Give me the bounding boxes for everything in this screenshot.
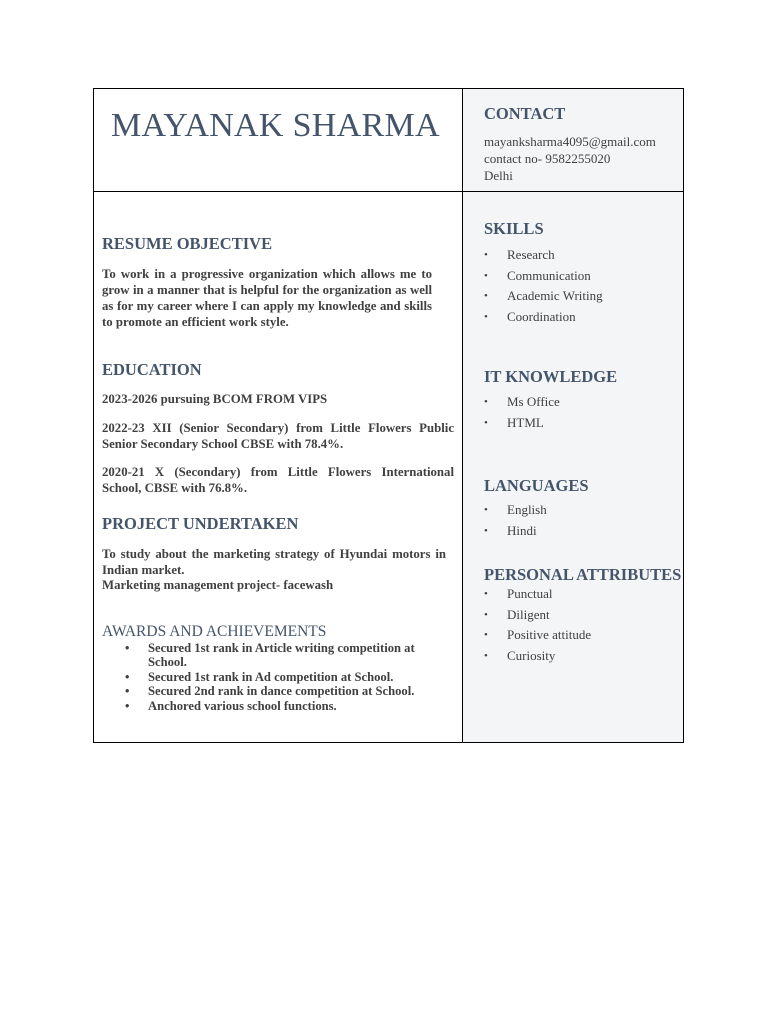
candidate-name: MAYANAK SHARMA [111, 107, 440, 144]
languages-heading: LANGUAGES [484, 476, 589, 495]
skill-item: • Research [484, 245, 603, 266]
skill-item: • Coordination [484, 307, 603, 328]
language-item: • Hindi [484, 521, 547, 542]
award-item: • Secured 2nd rank in dance competition at School. [102, 684, 428, 698]
attribute-item: • Diligent [484, 605, 591, 626]
awards-list [102, 641, 428, 713]
award-item: • Secured 1st rank in Article writing competition at School. [102, 641, 428, 669]
skills-list [484, 245, 603, 327]
project-description: To study about the marketing strategy of Hyundai motors in Indian market. [102, 547, 446, 577]
attribute-item: • Positive attitude [484, 625, 591, 646]
it-item: • Ms Office [484, 392, 560, 413]
skill-item: • Communication [484, 266, 603, 287]
education-heading: EDUCATION [102, 360, 202, 379]
objective-text: To work in a progressive organization which allows me to grow in a manner that is helpful for the organization as well as for my career where I can apply my knowledge and skills to promote an efficient work style. [102, 267, 432, 329]
attribute-item: • Curiosity [484, 646, 591, 667]
languages-list [484, 500, 547, 541]
language-item: • English [484, 500, 547, 521]
contact-city: Delhi [484, 168, 513, 183]
contact-phone: contact no- 9582255020 [484, 151, 611, 166]
education-item-2: 2022-23 XII (Senior Secondary) from Little Flowers Public Senior Secondary School CBSE with 78.4%. [102, 421, 454, 451]
header-divider [94, 191, 683, 192]
column-divider [462, 89, 463, 742]
objective-heading: RESUME OBJECTIVE [102, 234, 273, 253]
awards-heading: AWARDS AND ACHIEVEMENTS [102, 623, 327, 640]
it-knowledge-heading: IT KNOWLEDGE [484, 367, 618, 386]
education-item-1: 2023-2026 pursuing BCOM FROM VIPS [102, 392, 328, 406]
it-knowledge-list [484, 392, 560, 433]
attribute-item: • Punctual [484, 584, 591, 605]
contact-email: mayanksharma4095@gmail.com [484, 134, 656, 149]
resume-frame [93, 88, 684, 743]
award-item: • Anchored various school functions. [102, 699, 428, 713]
contact-heading: CONTACT [484, 104, 566, 123]
education-item-3: 2020-21 X (Secondary) from Little Flowers International School, CBSE with 76.8%. [102, 465, 454, 495]
award-item: • Secured 1st rank in Ad competition at School. [102, 670, 428, 684]
attributes-list [484, 584, 591, 666]
skill-item: • Academic Writing [484, 286, 603, 307]
it-item: • HTML [484, 413, 560, 434]
project-heading: PROJECT UNDERTAKEN [102, 514, 299, 533]
attributes-heading: PERSONAL ATTRIBUTES [484, 565, 682, 584]
skills-heading: SKILLS [484, 219, 544, 238]
project-title: Marketing management project- facewash [102, 578, 334, 592]
